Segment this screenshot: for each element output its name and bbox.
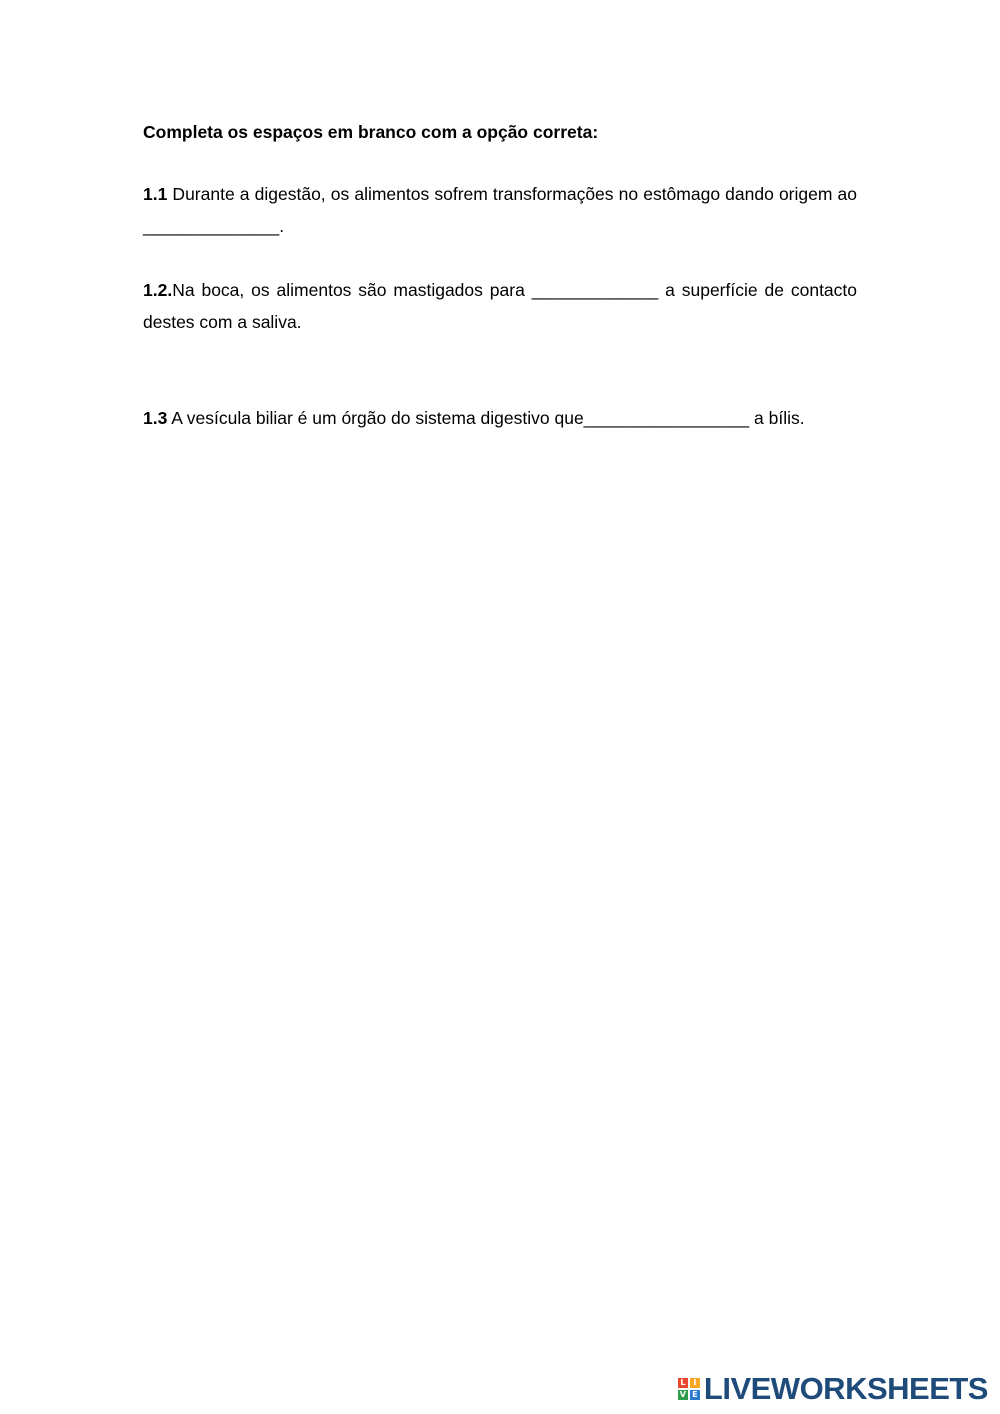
answer-blank[interactable]: _____________ — [531, 280, 659, 300]
liveworksheets-brand — [678, 1372, 988, 1406]
instructions-heading: Completa os espaços em branco com a opção correta: — [143, 122, 599, 142]
question-text: Na boca, os alimentos são mastigados para — [172, 280, 532, 300]
question-text-end: a bílis. — [749, 408, 805, 428]
logo-tile-l: L — [678, 1378, 688, 1388]
question-number: 1.3 — [143, 408, 168, 428]
question-text-end: a superfície de contacto destes com a saliva. — [143, 280, 858, 332]
brand-name: LIVEWORKSHEETS — [703, 1371, 988, 1406]
question-text: Durante a digestão, os alimentos sofrem transformações no estômago dando origem ao — [167, 184, 857, 204]
logo-tile-v: V — [679, 1390, 686, 1399]
liveworksheets-logo-icon — [678, 1378, 700, 1400]
logo-tile-i: I — [690, 1378, 700, 1388]
question-text-end: . — [279, 216, 285, 236]
question-1-1 — [143, 178, 857, 242]
question-number: 1.2. — [143, 280, 173, 300]
answer-blank[interactable]: _________________ — [583, 408, 750, 428]
question-1-2 — [143, 274, 857, 338]
question-number: 1.1 — [143, 184, 168, 204]
logo-tile-e: E — [690, 1390, 700, 1400]
question-1-3 — [143, 402, 857, 434]
worksheet-content — [143, 116, 857, 434]
answer-blank[interactable]: ______________ — [143, 216, 280, 236]
question-text: A vesícula biliar é um órgão do sistema digestivo que — [167, 408, 584, 428]
